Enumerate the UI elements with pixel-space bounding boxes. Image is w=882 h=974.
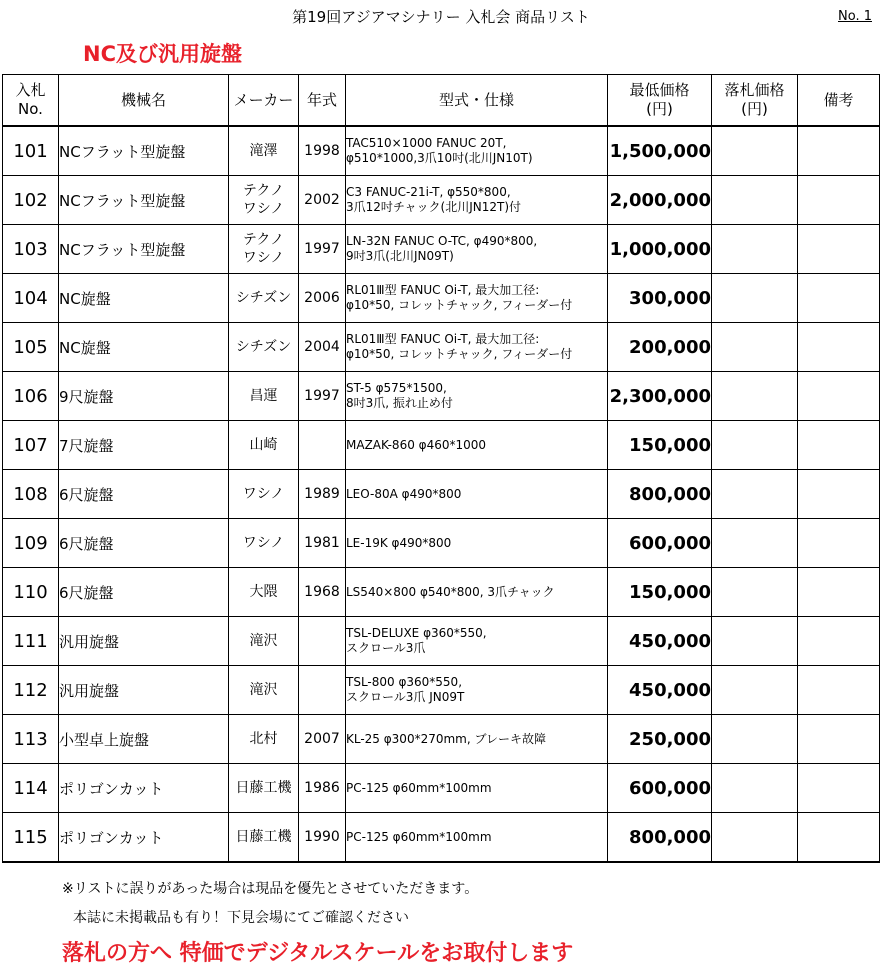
minimum-price: 450,000 xyxy=(608,666,712,715)
maker-line: ワシノ xyxy=(242,535,285,551)
minimum-price: 1,500,000 xyxy=(608,126,712,176)
winning-price-cell xyxy=(712,372,798,421)
winning-price-cell xyxy=(712,568,798,617)
maker-line: 日藤工機 xyxy=(235,780,292,796)
header-maker: メーカー xyxy=(229,75,299,127)
table-row xyxy=(3,568,880,617)
spec-line: LEO-80A φ490*800 xyxy=(346,486,462,501)
bid-number: 102 xyxy=(3,176,59,225)
model-year: 1981 xyxy=(299,519,346,568)
note-unlisted-items: 本誌に未掲載品も有り！下見会場にてご確認ください xyxy=(73,910,409,926)
table-row xyxy=(3,470,880,519)
spec-line: C3 FANUC-21i-T, φ550*800, xyxy=(346,185,511,199)
table-row xyxy=(3,617,880,666)
remarks-cell xyxy=(798,568,880,617)
spec-line: TSL-DELUXE φ360*550, xyxy=(346,626,487,640)
minimum-price: 600,000 xyxy=(608,519,712,568)
remarks-cell xyxy=(798,519,880,568)
bid-number: 106 xyxy=(3,372,59,421)
model-spec xyxy=(346,176,608,225)
maker xyxy=(229,421,299,470)
winning-price-cell xyxy=(712,715,798,764)
maker-line: テクノ xyxy=(242,183,285,199)
model-year xyxy=(299,617,346,666)
machine-name: NC旋盤 xyxy=(59,323,229,372)
model-spec xyxy=(346,126,608,176)
machine-name: ポリゴンカット xyxy=(59,764,229,813)
remarks-cell xyxy=(798,372,880,421)
machine-name: 6尺旋盤 xyxy=(59,568,229,617)
maker xyxy=(229,126,299,176)
minimum-price: 2,000,000 xyxy=(608,176,712,225)
model-spec xyxy=(346,715,608,764)
winning-price-cell xyxy=(712,421,798,470)
machine-name: NC旋盤 xyxy=(59,274,229,323)
model-spec xyxy=(346,813,608,863)
model-year: 2004 xyxy=(299,323,346,372)
table-row xyxy=(3,421,880,470)
table-header-row xyxy=(3,75,880,127)
product-list-table xyxy=(2,74,880,863)
maker-line: 日藤工機 xyxy=(235,829,292,845)
remarks-cell xyxy=(798,813,880,863)
minimum-price: 150,000 xyxy=(608,421,712,470)
winning-price-cell xyxy=(712,274,798,323)
spec-line: LN-32N FANUC O-TC, φ490*800, xyxy=(346,234,538,248)
machine-name: 汎用旋盤 xyxy=(59,666,229,715)
model-year xyxy=(299,421,346,470)
model-spec xyxy=(346,225,608,274)
bid-number: 110 xyxy=(3,568,59,617)
model-year: 1989 xyxy=(299,470,346,519)
maker-line: 滝澤 xyxy=(249,143,278,159)
remarks-cell xyxy=(798,274,880,323)
model-year: 2006 xyxy=(299,274,346,323)
maker xyxy=(229,764,299,813)
maker xyxy=(229,715,299,764)
spec-line: 9吋3爪(北川JN09T) xyxy=(346,249,454,263)
maker-line: テクノ xyxy=(242,232,285,248)
model-spec xyxy=(346,666,608,715)
maker xyxy=(229,568,299,617)
model-year xyxy=(299,666,346,715)
header-min-price: 最低価格 (円) xyxy=(608,75,712,127)
spec-line: PC-125 φ60mm*100mm xyxy=(346,829,492,844)
spec-line: ST-5 φ575*1500, xyxy=(346,381,447,395)
header-spec: 型式・仕様 xyxy=(346,75,608,127)
remarks-cell xyxy=(798,421,880,470)
maker-line: 昌運 xyxy=(249,388,278,404)
winning-price-cell xyxy=(712,666,798,715)
winning-price-cell xyxy=(712,813,798,863)
maker xyxy=(229,274,299,323)
spec-line: φ510*1000,3爪10吋(北川JN10T) xyxy=(346,151,533,165)
bid-number: 101 xyxy=(3,126,59,176)
maker xyxy=(229,323,299,372)
maker-line: 山崎 xyxy=(249,437,278,453)
winning-price-cell xyxy=(712,470,798,519)
remarks-cell xyxy=(798,225,880,274)
header-winning-price: 落札価格 (円) xyxy=(712,75,798,127)
bid-number: 109 xyxy=(3,519,59,568)
spec-line: スクロール3爪 JN09T xyxy=(346,690,465,704)
remarks-cell xyxy=(798,617,880,666)
note-list-errors: ※リストに誤りがあった場合は現品を優先とさせていただきます。 xyxy=(62,881,479,897)
maker xyxy=(229,372,299,421)
model-spec xyxy=(346,568,608,617)
model-year: 2007 xyxy=(299,715,346,764)
bid-number: 111 xyxy=(3,617,59,666)
bid-number: 112 xyxy=(3,666,59,715)
winning-price-cell xyxy=(712,176,798,225)
minimum-price: 450,000 xyxy=(608,617,712,666)
spec-line: 8吋3爪, 振れ止め付 xyxy=(346,396,453,410)
spec-line: LE-19K φ490*800 xyxy=(346,535,452,550)
minimum-price: 200,000 xyxy=(608,323,712,372)
machine-name: 小型卓上旋盤 xyxy=(59,715,229,764)
bid-number: 103 xyxy=(3,225,59,274)
winning-price-cell xyxy=(712,126,798,176)
maker xyxy=(229,813,299,863)
maker-line: ワシノ xyxy=(242,250,285,266)
minimum-price: 1,000,000 xyxy=(608,225,712,274)
remarks-cell xyxy=(798,715,880,764)
machine-name: 汎用旋盤 xyxy=(59,617,229,666)
remarks-cell xyxy=(798,176,880,225)
bid-number: 104 xyxy=(3,274,59,323)
category-title: NC及び汎用旋盤 xyxy=(83,42,242,66)
maker xyxy=(229,225,299,274)
table-row xyxy=(3,519,880,568)
header-machine: 機械名 xyxy=(59,75,229,127)
table-row xyxy=(3,323,880,372)
winning-price-cell xyxy=(712,519,798,568)
bid-number: 108 xyxy=(3,470,59,519)
model-spec xyxy=(346,372,608,421)
spec-line: MAZAK-860 φ460*1000 xyxy=(346,437,487,452)
winning-price-cell xyxy=(712,764,798,813)
spec-line: LS540×800 φ540*800, 3爪チャック xyxy=(346,584,555,599)
minimum-price: 150,000 xyxy=(608,568,712,617)
remarks-cell xyxy=(798,666,880,715)
spec-line: スクロール3爪 xyxy=(346,641,426,655)
spec-line: φ10*50, コレットチャック, フィーダー付 xyxy=(346,298,573,312)
header-year: 年式 xyxy=(299,75,346,127)
maker xyxy=(229,470,299,519)
spec-line: RL01Ⅲ型 FANUC Oi-T, 最大加工径: xyxy=(346,283,540,297)
model-spec xyxy=(346,323,608,372)
table-row xyxy=(3,126,880,176)
maker xyxy=(229,617,299,666)
page-number: No. 1 xyxy=(838,9,872,24)
machine-name: NCフラット型旋盤 xyxy=(59,176,229,225)
spec-line: KL-25 φ300*270mm, ブレーキ故障 xyxy=(346,731,547,746)
model-spec xyxy=(346,519,608,568)
remarks-cell xyxy=(798,764,880,813)
minimum-price: 300,000 xyxy=(608,274,712,323)
maker-line: シチズン xyxy=(235,290,292,306)
model-spec xyxy=(346,617,608,666)
spec-line: φ10*50, コレットチャック, フィーダー付 xyxy=(346,347,573,361)
bid-number: 115 xyxy=(3,813,59,863)
model-spec xyxy=(346,421,608,470)
document-title: 第19回アジアマシナリー 入札会 商品リスト xyxy=(292,8,590,26)
table-row xyxy=(3,813,880,863)
remarks-cell xyxy=(798,126,880,176)
maker-line: 滝沢 xyxy=(249,633,278,649)
table-row xyxy=(3,176,880,225)
header-bid-no: 入札 No. xyxy=(3,75,59,127)
winning-price-cell xyxy=(712,225,798,274)
model-year: 1986 xyxy=(299,764,346,813)
model-year: 1968 xyxy=(299,568,346,617)
bid-number: 105 xyxy=(3,323,59,372)
machine-name: 7尺旋盤 xyxy=(59,421,229,470)
promo-banner: 落札の方へ 特価でデジタルスケールをお取付します xyxy=(62,941,574,966)
maker-line: シチズン xyxy=(235,339,292,355)
table-row xyxy=(3,715,880,764)
winning-price-cell xyxy=(712,617,798,666)
maker-line: 北村 xyxy=(249,731,278,747)
header-remarks: 備考 xyxy=(798,75,880,127)
maker-line: ワシノ xyxy=(242,486,285,502)
model-year: 1998 xyxy=(299,126,346,176)
model-year: 2002 xyxy=(299,176,346,225)
spec-line: 3爪12吋チャック(北川JN12T)付 xyxy=(346,200,522,214)
remarks-cell xyxy=(798,323,880,372)
bid-number: 114 xyxy=(3,764,59,813)
model-year: 1997 xyxy=(299,225,346,274)
bid-number: 107 xyxy=(3,421,59,470)
machine-name: 9尺旋盤 xyxy=(59,372,229,421)
minimum-price: 800,000 xyxy=(608,470,712,519)
spec-line: TAC510×1000 FANUC 20T, xyxy=(346,136,507,150)
machine-name: 6尺旋盤 xyxy=(59,519,229,568)
table-row xyxy=(3,764,880,813)
machine-name: ポリゴンカット xyxy=(59,813,229,863)
spec-line: TSL-800 φ360*550, xyxy=(346,675,463,689)
maker xyxy=(229,176,299,225)
model-spec xyxy=(346,274,608,323)
maker-line: 大隈 xyxy=(249,584,278,600)
spec-line: PC-125 φ60mm*100mm xyxy=(346,780,492,795)
minimum-price: 250,000 xyxy=(608,715,712,764)
model-spec xyxy=(346,470,608,519)
minimum-price: 600,000 xyxy=(608,764,712,813)
table-row xyxy=(3,666,880,715)
machine-name: NCフラット型旋盤 xyxy=(59,126,229,176)
machine-name: 6尺旋盤 xyxy=(59,470,229,519)
maker xyxy=(229,666,299,715)
spec-line: RL01Ⅲ型 FANUC Oi-T, 最大加工径: xyxy=(346,332,540,346)
table-row xyxy=(3,372,880,421)
maker xyxy=(229,519,299,568)
bid-number: 113 xyxy=(3,715,59,764)
maker-line: ワシノ xyxy=(242,201,285,217)
remarks-cell xyxy=(798,470,880,519)
table-row xyxy=(3,274,880,323)
model-year: 1997 xyxy=(299,372,346,421)
table-row xyxy=(3,225,880,274)
minimum-price: 2,300,000 xyxy=(608,372,712,421)
minimum-price: 800,000 xyxy=(608,813,712,863)
maker-line: 滝沢 xyxy=(249,682,278,698)
machine-name: NCフラット型旋盤 xyxy=(59,225,229,274)
model-year: 1990 xyxy=(299,813,346,863)
model-spec xyxy=(346,764,608,813)
winning-price-cell xyxy=(712,323,798,372)
